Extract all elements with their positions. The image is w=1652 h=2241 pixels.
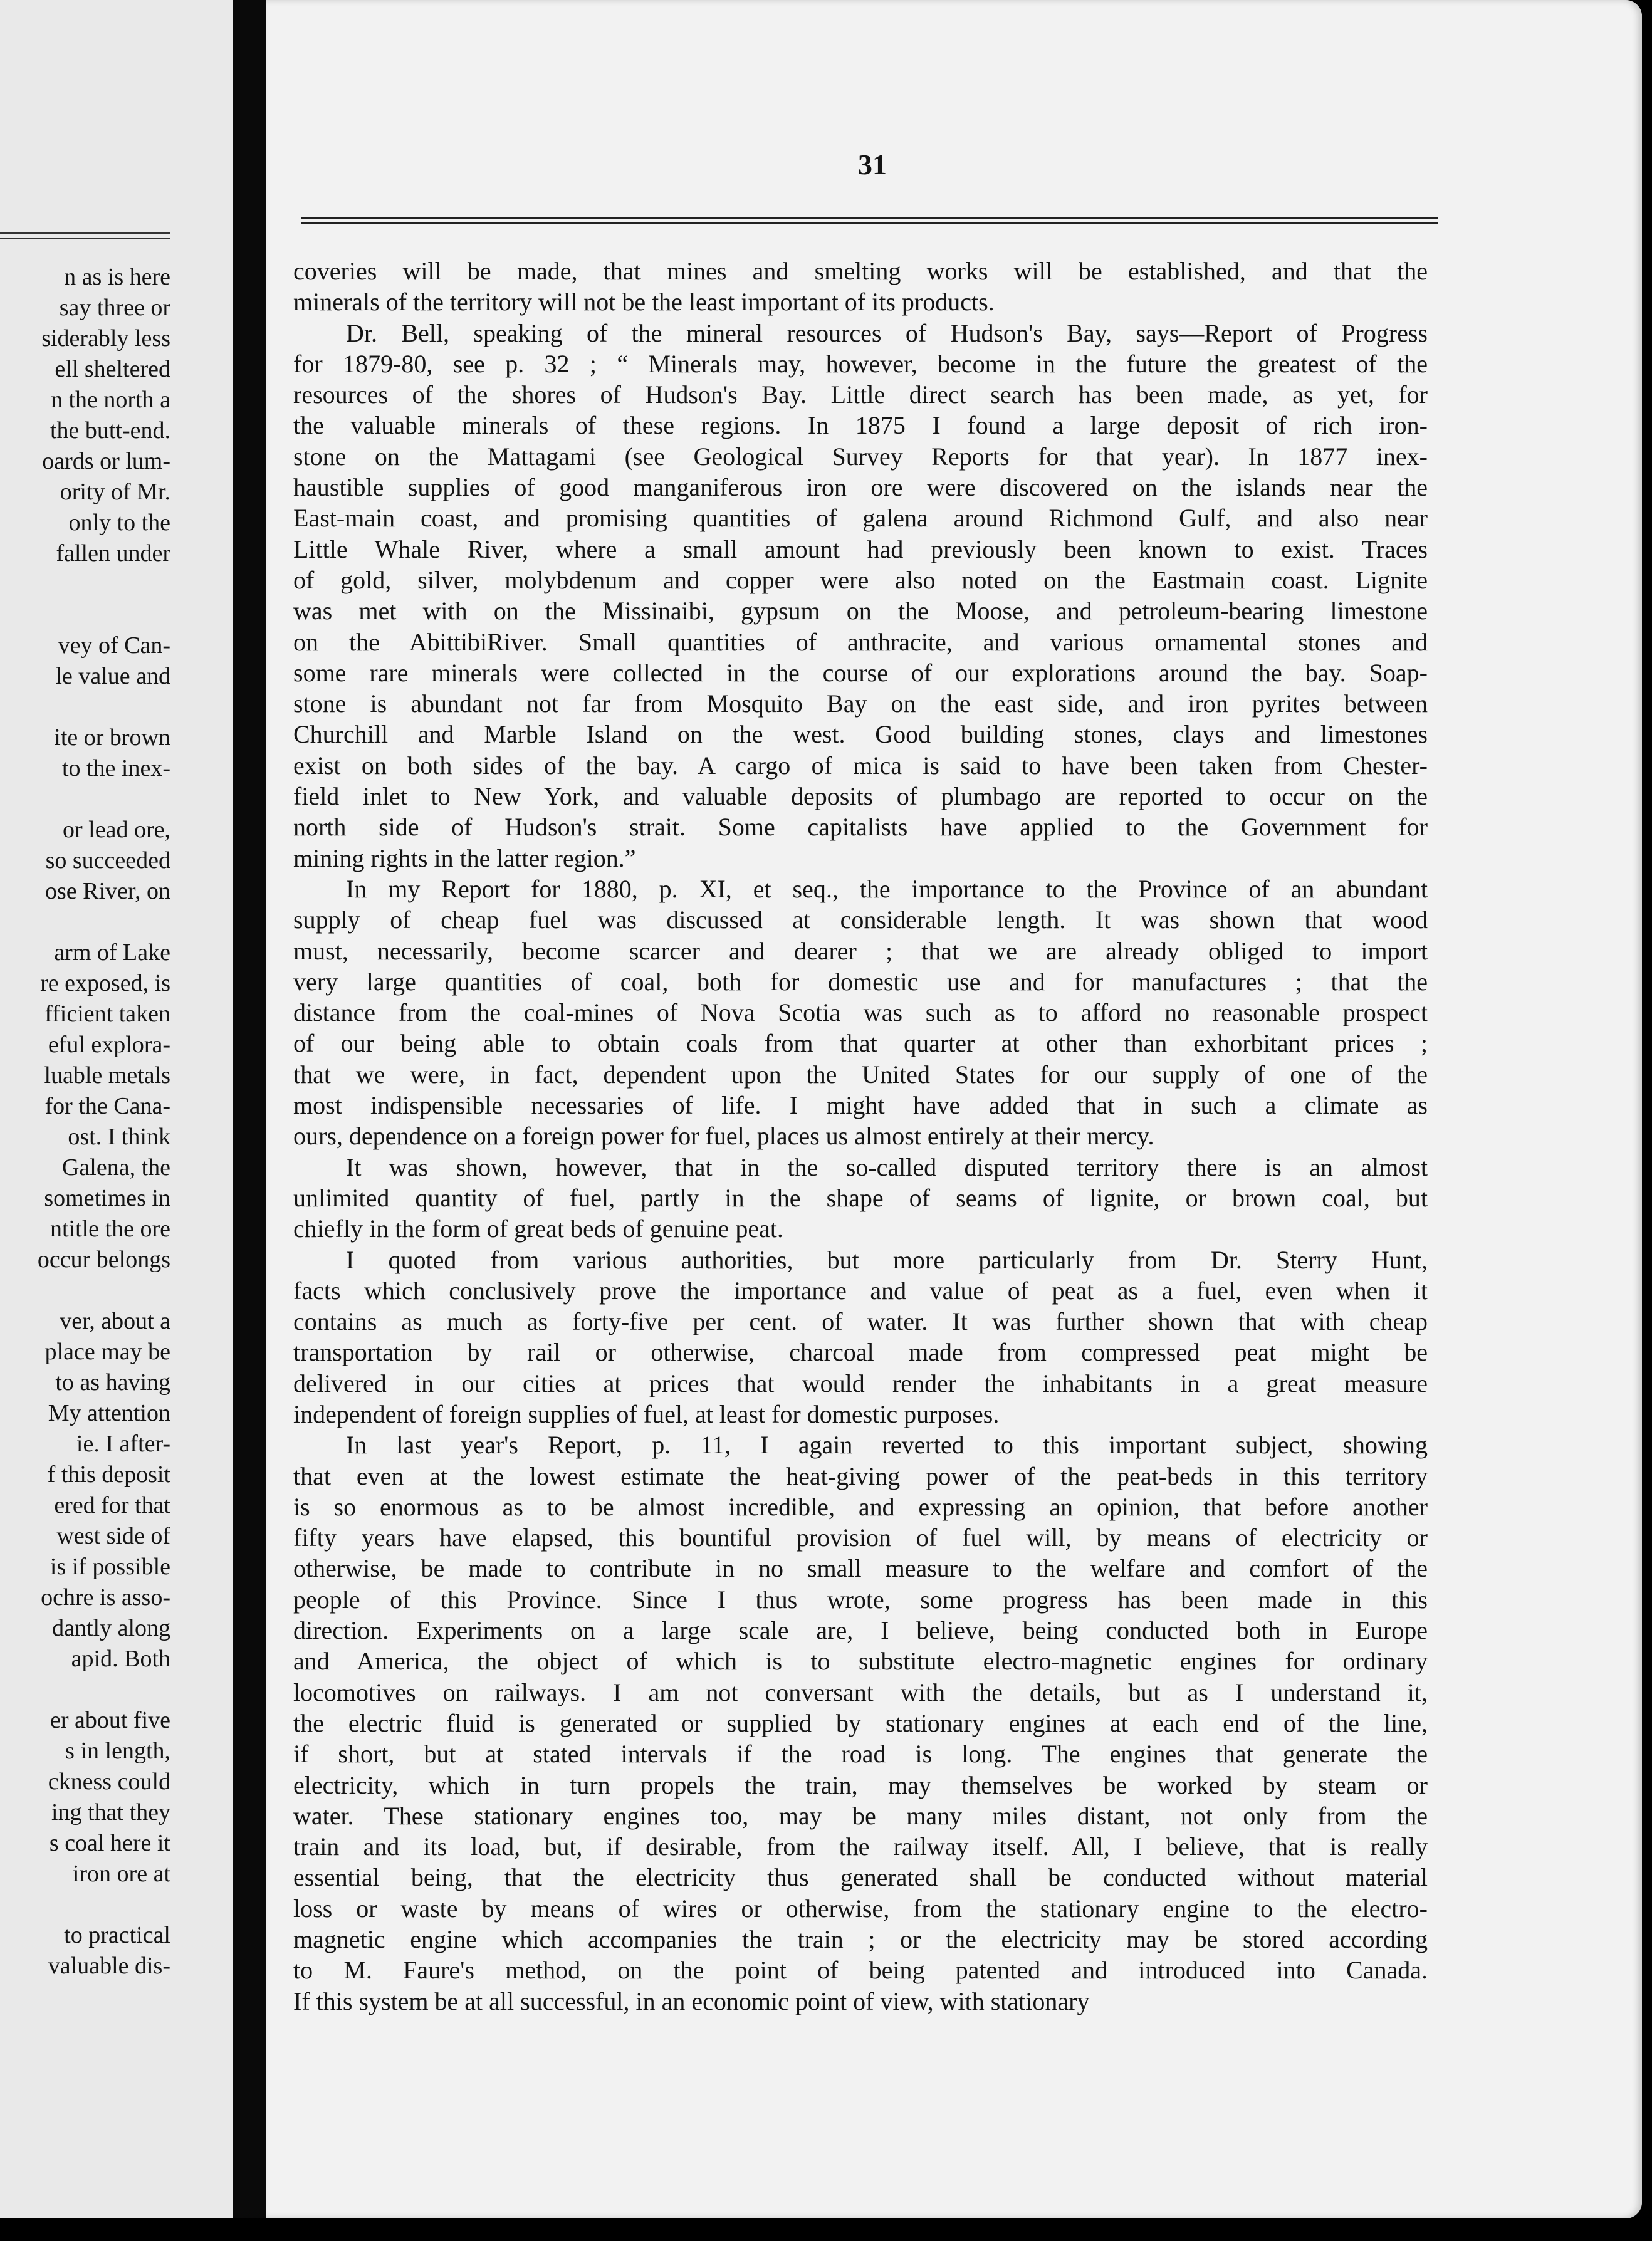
facing-page-line bbox=[0, 569, 170, 600]
facing-page-line-text: My attention bbox=[48, 1400, 170, 1426]
text-line: very large quantities of coal, both for domestic use and for manufactures ; that the bbox=[293, 967, 1428, 996]
facing-page-line-text: ite or brown bbox=[54, 724, 170, 751]
facing-page-fragment bbox=[0, 0, 233, 2241]
facing-page-line bbox=[0, 1521, 170, 1552]
text-line: and America, the object of which is to substitute electro-magnetic engines for ordinary bbox=[293, 1647, 1428, 1676]
facing-page-line bbox=[0, 415, 170, 446]
text-line: transportation by rail or otherwise, charcoal made from compressed peat might be bbox=[293, 1338, 1428, 1367]
facing-page-line bbox=[0, 538, 170, 569]
text-line: magnetic engine which accompanies the train ; or the electricity may be stored according bbox=[293, 1925, 1428, 1954]
facing-page-line bbox=[0, 1183, 170, 1214]
body-text bbox=[293, 256, 1428, 2017]
text-line: is so enormous as to be almost incredible, and expressing an opinion, that before another bbox=[293, 1492, 1428, 1521]
text-line: to M. Faure's method, on the point of being patented and introduced into Canada. bbox=[293, 1956, 1428, 1985]
facing-page-line-text: say three or bbox=[59, 295, 170, 321]
facing-page-line-text: oards or lum- bbox=[42, 448, 170, 474]
facing-page-line-text: apid. Both bbox=[71, 1646, 170, 1672]
facing-page-line-text: or lead ore, bbox=[63, 817, 170, 843]
text-line: minerals of the territory will not be the least important of its products. bbox=[293, 288, 995, 316]
text-line: East-main coast, and promising quantities of galena around Richmond Gulf, and also near bbox=[293, 504, 1428, 533]
facing-page-line bbox=[0, 1889, 170, 1920]
text-line: chiefly in the form of great beds of genuine peat. bbox=[293, 1215, 783, 1243]
text-line: direction. Experiments on a large scale are, I believe, being conducted both in Europe bbox=[293, 1616, 1428, 1645]
facing-page-line-text: ie. I after- bbox=[76, 1431, 170, 1457]
facing-page-line-text: place may be bbox=[44, 1339, 170, 1365]
facing-page-line-text: ntitle the ore bbox=[50, 1216, 170, 1242]
facing-page-line-text: is if possible bbox=[50, 1554, 170, 1580]
facing-page-text bbox=[0, 262, 170, 1982]
facing-page-line-text: ost. I think bbox=[68, 1124, 170, 1150]
facing-page-line bbox=[0, 1674, 170, 1705]
facing-page-line-text: to as having bbox=[55, 1369, 170, 1396]
facing-page-line bbox=[0, 845, 170, 876]
text-line: stone on the Mattagami (see Geological Survey Reports for that year). In 1877 inex- bbox=[293, 442, 1428, 471]
text-line: delivered in our cities at prices that would render the inhabitants in a great measure bbox=[293, 1369, 1428, 1397]
facing-page-line bbox=[0, 907, 170, 938]
text-line: fifty years have elapsed, this bountiful provision of fuel will, by means of electricity or bbox=[293, 1523, 1428, 1552]
text-line: of our being able to obtain coals from that quarter at other than exhorbitant prices ; bbox=[293, 1029, 1428, 1058]
text-line: distance from the coal-mines of Nova Scotia was such as to afford no reasonable prospect bbox=[293, 998, 1428, 1027]
facing-page-line bbox=[0, 1797, 170, 1828]
text-line: that we were, in fact, dependent upon the United States for our supply of one of the bbox=[293, 1060, 1428, 1089]
facing-page-line-text: valuable dis- bbox=[48, 1953, 170, 1979]
text-line: Churchill and Marble Island on the west. Good building stones, clays and limestones bbox=[293, 720, 1428, 749]
text-line: for 1879-80, see p. 32 ; “ Minerals may, however, become in the future the greatest of the bbox=[293, 349, 1428, 378]
text-line: haustible supplies of good manganiferous iron ore were discovered on the islands near the bbox=[293, 473, 1428, 502]
facing-page-line bbox=[0, 784, 170, 815]
facing-page-line bbox=[0, 262, 170, 293]
facing-page-line bbox=[0, 1859, 170, 1889]
text-line: facts which conclusively prove the importance and value of peat as a fuel, even when it bbox=[293, 1276, 1428, 1305]
facing-page-line-text: ing that they bbox=[51, 1799, 170, 1826]
facing-page-line bbox=[0, 1275, 170, 1306]
text-line: exist on both sides of the bay. A cargo of mica is said to have been taken from Chester- bbox=[293, 751, 1428, 780]
text-line: mining rights in the latter region.” bbox=[293, 844, 636, 872]
facing-page-line-text: ose River, on bbox=[44, 878, 170, 904]
facing-page-line bbox=[0, 600, 170, 630]
facing-page-line bbox=[0, 293, 170, 323]
text-line: In last year's Report, p. 11, I again reverted to this important subject, showing bbox=[346, 1431, 1428, 1460]
text-line: field inlet to New York, and valuable deposits of plumbago are reported to occur on the bbox=[293, 782, 1428, 811]
facing-page-line-text: iron ore at bbox=[72, 1861, 170, 1887]
facing-page-line bbox=[0, 1705, 170, 1736]
text-line: water. These stationary engines too, may be many miles distant, not only from the bbox=[293, 1801, 1428, 1830]
facing-page-line bbox=[0, 1490, 170, 1521]
facing-page-line-text: ochre is asso- bbox=[41, 1584, 170, 1611]
facing-page-line-text: f this deposit bbox=[47, 1461, 170, 1488]
facing-page-line-text: west side of bbox=[56, 1523, 170, 1549]
facing-page-line-text: le value and bbox=[55, 663, 170, 689]
facing-page-line-text: n as is here bbox=[64, 264, 170, 290]
facing-page-line-text: vey of Can- bbox=[58, 632, 170, 659]
facing-page-line bbox=[0, 1122, 170, 1152]
facing-page-line-text: the butt-end. bbox=[50, 417, 170, 444]
facing-page-line bbox=[0, 354, 170, 385]
text-line: was met with on the Missinaibi, gypsum on the Moose, and petroleum-bearing limestone bbox=[293, 597, 1428, 625]
text-line: Dr. Bell, speaking of the mineral resources of Hudson's Bay, says—Report of Progress bbox=[346, 318, 1428, 347]
text-line: people of this Province. Since I thus wrote, some progress has been made in this bbox=[293, 1585, 1428, 1614]
facing-page-line bbox=[0, 1429, 170, 1460]
text-line: some rare minerals were collected in the course of our explorations around the bay. Soap- bbox=[293, 658, 1428, 687]
facing-page-line-text: ority of Mr. bbox=[60, 479, 170, 505]
facing-page-line bbox=[0, 323, 170, 354]
text-line: ours, dependence on a foreign power for fuel, places us almost entirely at their mercy. bbox=[293, 1122, 1154, 1151]
facing-page-line bbox=[0, 1552, 170, 1582]
text-line: Little Whale River, where a small amount had previously been known to exist. Traces bbox=[293, 535, 1428, 563]
facing-page-line-text: siderably less bbox=[41, 325, 170, 352]
facing-page-line bbox=[0, 1460, 170, 1490]
text-line: coveries will be made, that mines and smelting works will be established, and that the bbox=[293, 257, 1428, 285]
facing-page-line-text: luable metals bbox=[44, 1062, 170, 1089]
facing-page-line bbox=[0, 1736, 170, 1767]
facing-page-line-text: fficient taken bbox=[44, 1001, 170, 1027]
header-rule bbox=[301, 217, 1438, 227]
text-line: most indispensible necessaries of life. I might have added that in such a climate as bbox=[293, 1091, 1428, 1120]
facing-page-line-text: dantly along bbox=[52, 1615, 170, 1641]
facing-page-line bbox=[0, 1398, 170, 1429]
facing-page-line bbox=[0, 1152, 170, 1183]
page-number: 31 bbox=[858, 149, 887, 180]
facing-page-line-text: s coal here it bbox=[49, 1830, 170, 1856]
facing-page-line-text: to the inex- bbox=[61, 755, 170, 781]
facing-page-line-text: ered for that bbox=[54, 1492, 170, 1518]
text-line: that even at the lowest estimate the heat-giving power of the peat-beds in this territory bbox=[293, 1461, 1428, 1490]
text-line: supply of cheap fuel was discussed at considerable length. It was shown that wood bbox=[293, 906, 1428, 934]
text-line: on the AbittibiRiver. Small quantities of anthracite, and various ornamental stones and bbox=[293, 627, 1428, 656]
facing-page-line-text: eful explora- bbox=[48, 1032, 170, 1058]
facing-page-line-text: n the north a bbox=[50, 387, 170, 413]
facing-page-line-text: ell sheltered bbox=[55, 356, 170, 382]
facing-page-line bbox=[0, 815, 170, 845]
text-line: In my Report for 1880, p. XI, et seq., the importance to the Province of an abundant bbox=[346, 874, 1428, 903]
facing-page-line-text: re exposed, is bbox=[40, 970, 170, 996]
facing-page-line bbox=[0, 723, 170, 753]
facing-page-line bbox=[0, 1613, 170, 1644]
facing-page-line bbox=[0, 661, 170, 692]
text-line: of gold, silver, molybdenum and copper were also noted on the Eastmain coast. Lignite bbox=[293, 565, 1428, 594]
facing-page-line bbox=[0, 1337, 170, 1367]
text-line: essential being, that the electricity thus generated shall be conducted without material bbox=[293, 1863, 1428, 1892]
facing-page-line bbox=[0, 1367, 170, 1398]
facing-page-line-text: to practical bbox=[64, 1922, 170, 1948]
text-line: the valuable minerals of these regions. In 1875 I found a large deposit of rich iron- bbox=[293, 411, 1428, 440]
facing-page-line bbox=[0, 446, 170, 477]
facing-page-line-text: for the Cana- bbox=[44, 1093, 170, 1119]
facing-page-line bbox=[0, 753, 170, 784]
book-gutter bbox=[233, 0, 266, 2241]
text-line: resources of the shores of Hudson's Bay. Little direct search has been made, as yet, for bbox=[293, 380, 1428, 409]
text-line: if short, but at stated intervals if the road is long. The engines that generate the bbox=[293, 1740, 1428, 1768]
text-line: train and its load, but, if desirable, from the railway itself. All, I believe, that is really bbox=[293, 1832, 1428, 1861]
facing-page-line bbox=[0, 385, 170, 415]
text-line: It was shown, however, that in the so-called disputed territory there is an almost bbox=[346, 1152, 1428, 1181]
facing-page-line bbox=[0, 1767, 170, 1797]
facing-page-line bbox=[0, 477, 170, 508]
text-line: must, necessarily, become scarcer and dearer ; that we are already obliged to import bbox=[293, 936, 1428, 965]
facing-page-line bbox=[0, 876, 170, 907]
facing-page-line bbox=[0, 1245, 170, 1275]
facing-page-line-text: only to the bbox=[68, 509, 170, 536]
facing-page-line-text: er about five bbox=[50, 1707, 170, 1733]
facing-page-line bbox=[0, 1920, 170, 1951]
text-line: stone is abundant not far from Mosquito Bay on the east side, and iron pyrites between bbox=[293, 689, 1428, 718]
text-line: unlimited quantity of fuel, partly in the shape of seams of lignite, or brown coal, but bbox=[293, 1183, 1428, 1212]
facing-page-line bbox=[0, 1060, 170, 1091]
facing-page-line bbox=[0, 1828, 170, 1859]
text-line: If this system be at all successful, in an economic point of view, with stationary bbox=[293, 1987, 1090, 2015]
facing-page-line bbox=[0, 999, 170, 1030]
facing-page-line bbox=[0, 630, 170, 661]
facing-page-line bbox=[0, 1582, 170, 1613]
text-line: the electric fluid is generated or supplied by stationary engines at each end of the line, bbox=[293, 1708, 1428, 1737]
facing-page-line bbox=[0, 1306, 170, 1337]
facing-page-line-text: s in length, bbox=[65, 1738, 170, 1764]
text-line: I quoted from various authorities, but more particularly from Dr. Sterry Hunt, bbox=[346, 1245, 1428, 1274]
text-line: loss or waste by means of wires or otherwise, from the stationary engine to the electro- bbox=[293, 1894, 1428, 1923]
text-line: locomotives on railways. I am not conversant with the details, but as I understand it, bbox=[293, 1678, 1428, 1706]
facing-page-header-rule bbox=[0, 232, 170, 243]
facing-page-line-text: ver, about a bbox=[60, 1308, 170, 1334]
facing-page-line bbox=[0, 692, 170, 723]
facing-page-line bbox=[0, 1951, 170, 1982]
facing-page-line bbox=[0, 1214, 170, 1245]
facing-page-line bbox=[0, 938, 170, 968]
text-line: independent of foreign supplies of fuel, at least for domestic purposes. bbox=[293, 1399, 1000, 1428]
facing-page-line-text: fallen under bbox=[56, 540, 170, 567]
text-line: contains as much as forty-five per cent. of water. It was further shown that with cheap bbox=[293, 1307, 1428, 1336]
facing-page-line bbox=[0, 1644, 170, 1674]
facing-page-line bbox=[0, 1030, 170, 1060]
scan-edge bbox=[0, 2218, 1652, 2241]
text-line: electricity, which in turn propels the train, may themselves be worked by steam or bbox=[293, 1770, 1428, 1799]
text-line: otherwise, be made to contribute in no small measure to the welfare and comfort of the bbox=[293, 1554, 1428, 1583]
facing-page-line-text: so succeeded bbox=[45, 847, 170, 874]
facing-page-line-text: arm of Lake bbox=[54, 939, 170, 966]
facing-page-line-text: ckness could bbox=[48, 1768, 170, 1795]
facing-page-line bbox=[0, 1091, 170, 1122]
text-line: north side of Hudson's strait. Some capitalists have applied to the Government for bbox=[293, 813, 1428, 842]
facing-page-line bbox=[0, 968, 170, 999]
facing-page-line-text: Galena, the bbox=[61, 1154, 170, 1181]
facing-page-line-text: occur belongs bbox=[37, 1246, 170, 1273]
facing-page-line-text: sometimes in bbox=[44, 1185, 170, 1211]
facing-page-line bbox=[0, 508, 170, 538]
